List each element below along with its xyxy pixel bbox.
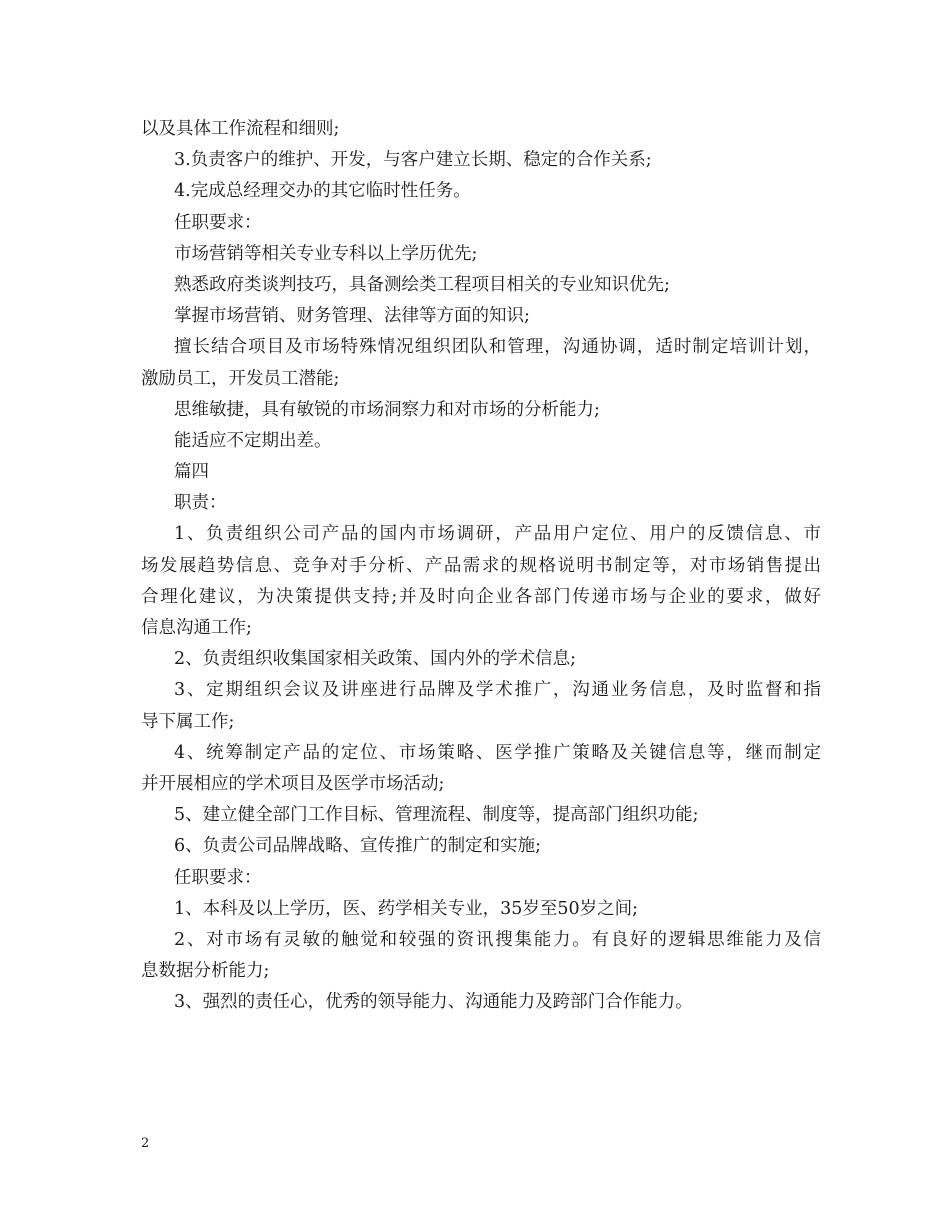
text-line: 激励员工，开发员工潜能; xyxy=(141,368,340,389)
text-line: 职责： xyxy=(174,493,227,514)
text-line: 4.完成总经理交办的其它临时性任务。 xyxy=(174,181,471,202)
text-line: 3、定期组织会议及讲座进行品牌及学术推广，沟通业务信息，及时监督和指 xyxy=(174,680,821,701)
text-line: 思维敏捷，具有敏锐的市场洞察力和对市场的分析能力; xyxy=(174,399,600,420)
text-line: 1、本科及以上学历，医、药学相关专业，35岁至50岁之间; xyxy=(174,898,639,919)
text-line: 信息沟通工作; xyxy=(141,618,252,638)
text-line: 6、负责公司品牌战略、宣传推广的制定和实施; xyxy=(174,836,542,857)
text-line: 能适应不定期出差。 xyxy=(174,430,332,451)
page-number: 2 xyxy=(141,1136,150,1151)
text-line: 3、强烈的责任心，优秀的领导能力、沟通能力及跨部门合作能力。 xyxy=(174,992,693,1013)
text-line: 2、负责组织收集国家相关政策、国内外的学术信息; xyxy=(174,649,577,670)
text-line: 擅长结合项目及市场特殊情况组织团队和管理，沟通协调，适时制定培训计划， xyxy=(174,337,821,358)
text-line: 市场营销等相关专业专科以上学历优先; xyxy=(174,243,478,264)
text-line: 任职要求： xyxy=(174,867,262,888)
text-line: 任职要求： xyxy=(174,212,262,233)
text-line: 熟悉政府类谈判技巧，具备测绘类工程项目相关的专业知识优先; xyxy=(174,274,670,295)
text-line: 合理化建议，为决策提供支持;并及时向企业各部门传递市场与企业的要求，做好 xyxy=(141,586,821,607)
text-line: 4、统筹制定产品的定位、市场策略、医学推广策略及关键信息等，继而制定 xyxy=(174,742,821,763)
text-line: 息数据分析能力; xyxy=(141,961,270,982)
text-line: 掌握市场营销、财务管理、法律等方面的知识; xyxy=(174,306,530,327)
text-line: 5、建立健全部门工作目标、管理流程、制度等，提高部门组织功能; xyxy=(174,805,699,826)
text-line: 1、负责组织公司产品的国内市场调研，产品用户定位、用户的反馈信息、市 xyxy=(174,524,821,545)
text-line: 3.负责客户的维护、开发，与客户建立长期、稳定的合作关系; xyxy=(174,150,652,171)
text-line: 以及具体工作流程和细则; xyxy=(141,119,340,139)
text-line: 导下属工作; xyxy=(141,711,235,732)
text-line: 篇四 xyxy=(174,462,209,483)
text-line: 场发展趋势信息、竞争对手分析、产品需求的规格说明书制定等，对市场销售提出 xyxy=(141,555,821,576)
text-line: 2、对市场有灵敏的触觉和较强的资讯搜集能力。有良好的逻辑思维能力及信 xyxy=(174,929,821,950)
document-body xyxy=(141,116,821,1020)
text-line: 并开展相应的学术项目及医学市场活动; xyxy=(141,773,445,794)
